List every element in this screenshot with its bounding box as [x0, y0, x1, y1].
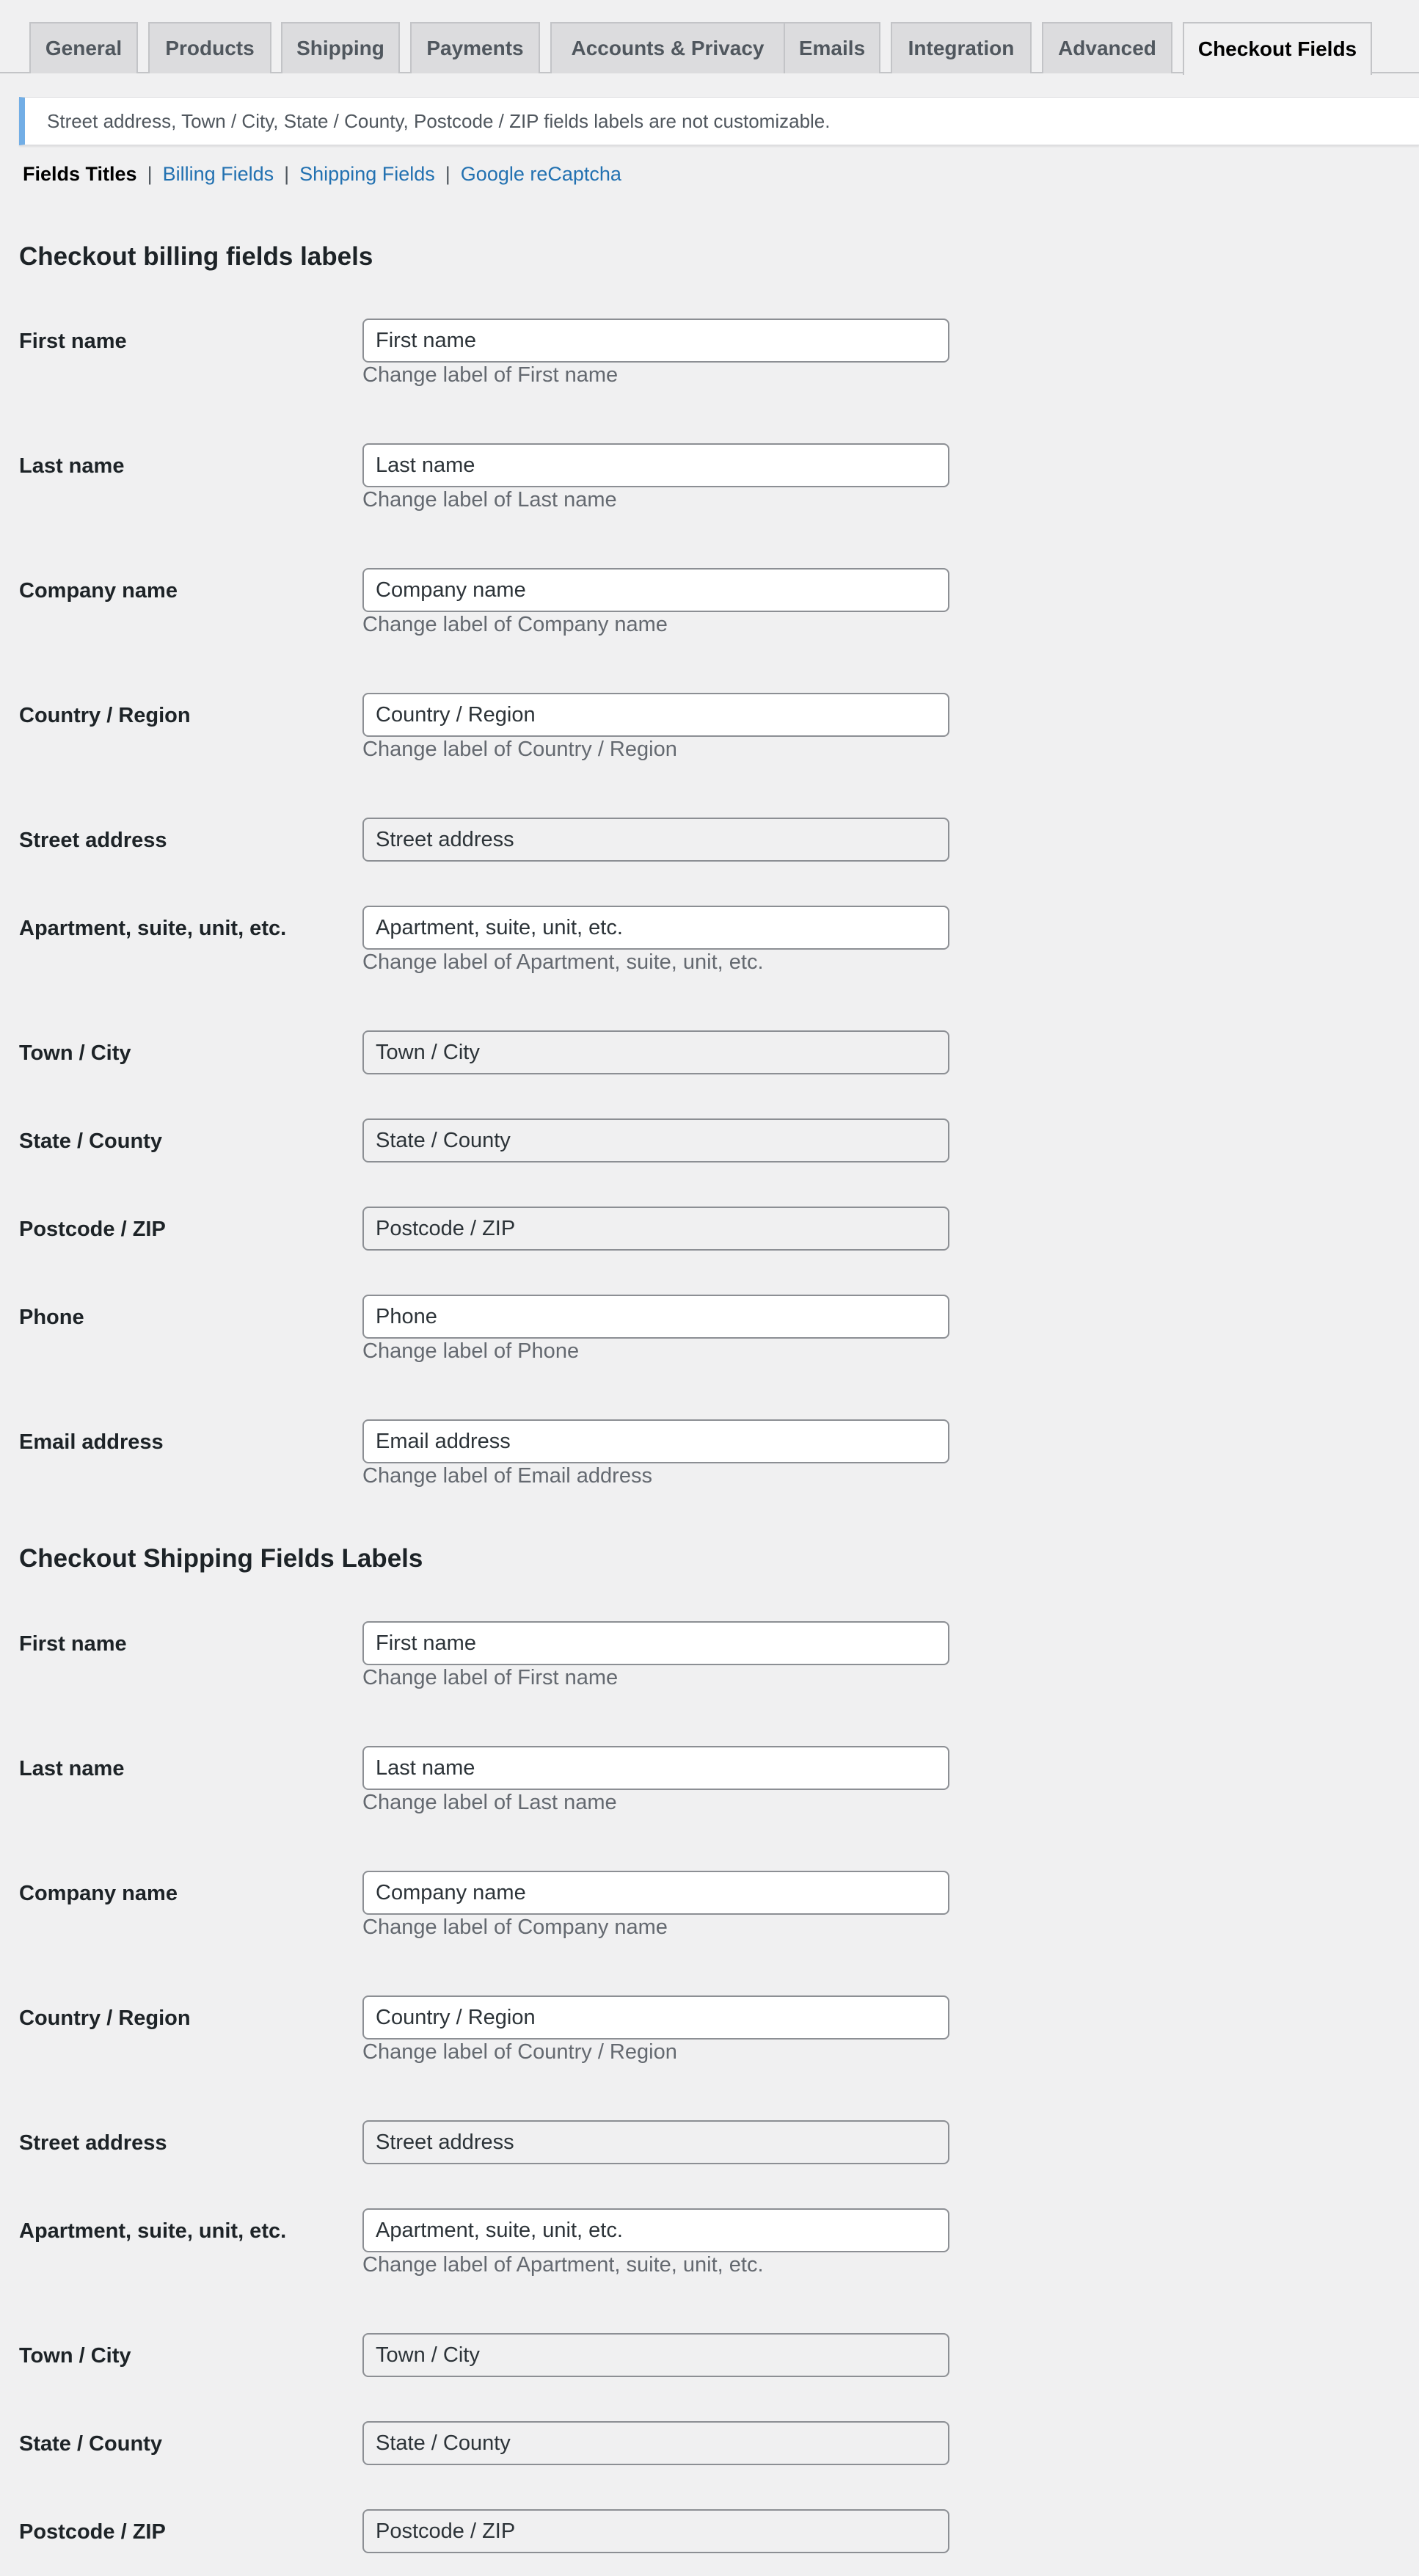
billing-state-input: [362, 1118, 949, 1163]
field-description: Change label of First name: [362, 1666, 619, 1689]
tab-advanced[interactable]: Advanced: [1042, 22, 1172, 73]
field-description: Change label of Country / Region: [362, 2040, 677, 2064]
shipping-row-last-name: [0, 1757, 1419, 1814]
tab-payments[interactable]: Payments: [410, 22, 540, 73]
billing-row-apartment: [0, 917, 1419, 974]
subnav-billing-fields[interactable]: Billing Fields: [162, 163, 274, 185]
field-label: Phone: [19, 1306, 84, 1329]
shipping-city-input: [362, 2333, 949, 2377]
subnav-separator: |: [445, 163, 450, 185]
shipping-postcode-input: [362, 2509, 949, 2553]
shipping-row-first-name: [0, 1632, 1419, 1689]
subnav-fields-titles: Fields Titles: [23, 163, 137, 185]
billing-row-postcode: [0, 1218, 1419, 1241]
field-label: Apartment, suite, unit, etc.: [19, 917, 287, 940]
field-label: Apartment, suite, unit, etc.: [19, 2219, 287, 2243]
tab-emails[interactable]: Emails: [784, 22, 880, 73]
billing-row-street: [0, 829, 1419, 852]
tab-shipping[interactable]: Shipping: [281, 22, 400, 73]
field-label: Last name: [19, 1757, 125, 1780]
field-label: Country / Region: [19, 2006, 191, 2030]
tab-general[interactable]: General: [29, 22, 138, 73]
shipping-last-name-input[interactable]: [362, 1746, 949, 1790]
billing-city-input: [362, 1030, 949, 1074]
billing-row-country: [0, 704, 1419, 761]
field-description: Change label of Email address: [362, 1464, 652, 1488]
field-label: Street address: [19, 829, 167, 852]
tab-products[interactable]: Products: [148, 22, 271, 73]
shipping-first-name-input[interactable]: [362, 1621, 949, 1665]
field-label: Last name: [19, 454, 125, 478]
billing-postcode-input: [362, 1207, 949, 1251]
field-label: Town / City: [19, 2344, 131, 2368]
shipping-row-company: [0, 1882, 1419, 1939]
field-description: Change label of Apartment, suite, unit, etc.: [362, 950, 764, 974]
field-label: Town / City: [19, 1041, 131, 1065]
field-description: Change label of Company name: [362, 1915, 668, 1939]
tab-accounts-privacy[interactable]: Accounts & Privacy: [550, 22, 785, 73]
shipping-state-input: [362, 2421, 949, 2465]
shipping-section-title: Checkout Shipping Fields Labels: [19, 1544, 423, 1573]
billing-row-company: [0, 579, 1419, 636]
field-label: First name: [19, 1632, 127, 1656]
billing-phone-input[interactable]: [362, 1295, 949, 1339]
field-label: State / County: [19, 2432, 162, 2456]
billing-last-name-input[interactable]: [362, 443, 949, 487]
shipping-apartment-input[interactable]: [362, 2208, 949, 2252]
field-label: Company name: [19, 579, 178, 603]
billing-row-phone: [0, 1306, 1419, 1363]
billing-country-input[interactable]: [362, 693, 949, 737]
billing-company-input[interactable]: [362, 568, 949, 612]
billing-first-name-input[interactable]: [362, 319, 949, 363]
shipping-country-input[interactable]: [362, 1995, 949, 2040]
subnav-separator: |: [284, 163, 290, 185]
subnav-shipping-fields[interactable]: Shipping Fields: [299, 163, 435, 185]
field-label: Company name: [19, 1882, 178, 1905]
billing-email-input[interactable]: [362, 1419, 949, 1463]
field-description: Change label of Phone: [362, 1339, 580, 1363]
billing-apartment-input[interactable]: [362, 906, 949, 950]
field-label: First name: [19, 330, 127, 353]
tab-integration[interactable]: Integration: [891, 22, 1032, 73]
field-description: Change label of Country / Region: [362, 738, 677, 761]
settings-tabs: [0, 0, 1419, 73]
field-label: Email address: [19, 1430, 164, 1454]
subnav-google-recaptcha[interactable]: Google reCaptcha: [460, 163, 621, 185]
shipping-street-input: [362, 2120, 949, 2164]
field-description: Change label of Company name: [362, 613, 668, 636]
field-label: State / County: [19, 1129, 162, 1153]
billing-section-title: Checkout billing fields labels: [19, 242, 373, 271]
subnav-separator: |: [147, 163, 153, 185]
billing-row-first-name: [0, 330, 1419, 387]
field-label: Postcode / ZIP: [19, 2520, 166, 2544]
shipping-company-input[interactable]: [362, 1871, 949, 1915]
shipping-row-postcode: [0, 2520, 1419, 2544]
shipping-row-state: [0, 2432, 1419, 2456]
subsection-nav: [23, 163, 621, 186]
field-label: Street address: [19, 2131, 167, 2155]
field-description: Change label of Last name: [362, 488, 617, 512]
shipping-row-city: [0, 2344, 1419, 2368]
notice-text: Street address, Town / City, State / County, Postcode / ZIP fields labels are not customizable.: [47, 109, 831, 132]
field-label: Country / Region: [19, 704, 191, 727]
field-description: Change label of First name: [362, 363, 619, 387]
field-description: Change label of Last name: [362, 1791, 617, 1814]
tab-checkout-fields[interactable]: Checkout Fields: [1183, 22, 1372, 75]
billing-street-input: [362, 818, 949, 862]
field-description: Change label of Apartment, suite, unit, etc.: [362, 2253, 764, 2277]
field-label: Postcode / ZIP: [19, 1218, 166, 1241]
info-notice: [19, 97, 1419, 145]
